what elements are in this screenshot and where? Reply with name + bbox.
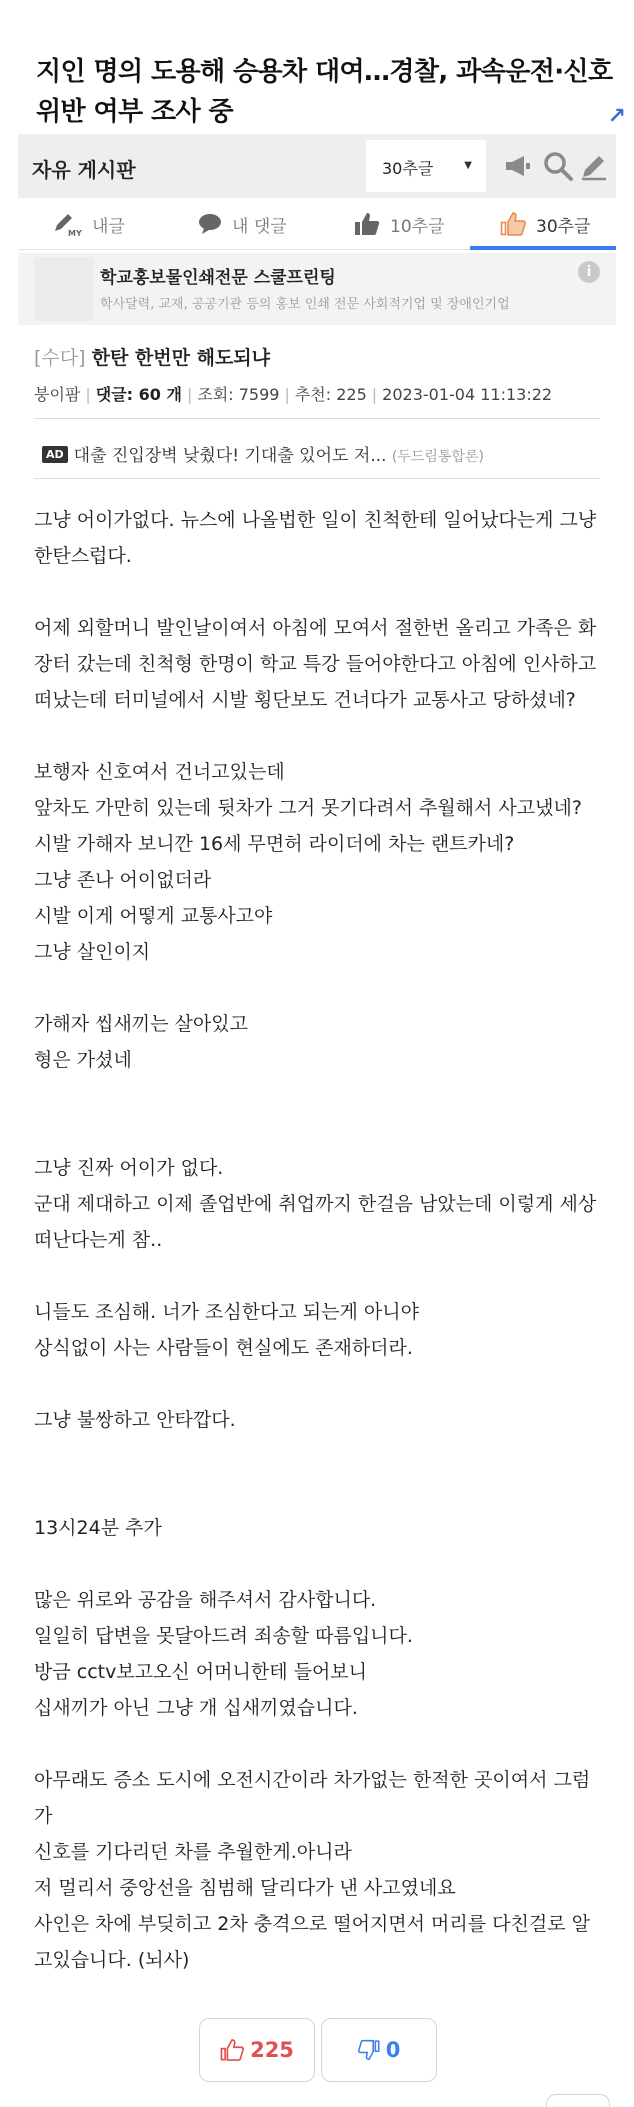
tab-my-comments[interactable] xyxy=(198,198,287,250)
body-line: 사인은 차에 부딪히고 2차 충격으로 떨어지면서 머리를 다친걸로 알 xyxy=(34,1913,590,1935)
body-line: 앞차도 가만히 있는데 뒷차가 그거 못기다려서 추월해서 사고냈네? xyxy=(34,797,582,819)
post-category: [수다] xyxy=(34,347,86,369)
paragraph xyxy=(34,1762,604,1978)
thumbs-up-icon xyxy=(220,2039,244,2061)
body-line: 그냥 어이가없다. 뉴스에 나올법한 일이 친척한테 일어났다는게 그냥 xyxy=(34,509,597,531)
megaphone-icon[interactable] xyxy=(502,150,534,182)
post-heading: 한탄 한번만 해도되냐 xyxy=(91,347,271,369)
paragraph xyxy=(34,610,604,718)
body-line: 일일히 답변을 못달아드려 죄송할 따름입니다. xyxy=(34,1625,413,1647)
comment-count[interactable]: 댓글: 60 개 xyxy=(95,385,182,404)
inline-ad[interactable] xyxy=(42,441,484,466)
board-title[interactable]: 자유 게시판 xyxy=(32,158,136,182)
body-line: 방금 cctv보고오신 어머니한테 들어보니 xyxy=(34,1661,368,1683)
svg-text:MY: MY xyxy=(68,229,82,237)
thumbs-down-icon xyxy=(358,2039,380,2061)
body-line: 저 멀리서 중앙선을 침범해 달리다가 낸 사고였네요 xyxy=(34,1877,456,1899)
body-line: 고있습니다. (뇌사) xyxy=(34,1949,190,1971)
tab-label: 내글 xyxy=(92,216,125,237)
body-line: 떠난다는게 참.. xyxy=(34,1229,163,1251)
ad-thumbnail xyxy=(34,257,94,321)
paragraph xyxy=(34,1402,604,1438)
sort-selected-value: 30추글 xyxy=(382,159,434,178)
body-line: 한탄스럽다. xyxy=(34,545,132,567)
board-tabs xyxy=(18,198,616,250)
paragraph xyxy=(34,1150,604,1258)
ad-description: 학사달력, 교재, 공공기관 등의 홍보 인쇄 전문 사회적기업 및 장애인기업 xyxy=(100,297,510,312)
body-line: 그냥 진짜 어이가 없다. xyxy=(34,1157,224,1179)
recommend-count: 추천: 225 xyxy=(294,385,367,404)
paragraph xyxy=(34,1294,604,1366)
body-line: 신호를 기다리던 차를 추월한게.아니라 xyxy=(34,1841,352,1863)
post-author[interactable]: 붕이팜 xyxy=(34,385,81,404)
downvote-button[interactable] xyxy=(321,2018,437,2082)
body-line: 떠났는데 터미널에서 시발 횡단보도 건너다가 교통사고 당하셨네? xyxy=(34,689,576,711)
post-datetime: 2023-01-04 11:13:22 xyxy=(382,385,553,404)
downvote-count: 0 xyxy=(385,2038,401,2062)
body-line: 시발 이게 어떻게 교통사고야 xyxy=(34,905,273,927)
post-body xyxy=(34,502,604,2014)
body-line: 어제 외할머니 발인날이여서 아침에 모여서 절한번 올리고 가족은 화 xyxy=(34,617,597,639)
active-tab-indicator xyxy=(470,246,616,250)
divider xyxy=(34,418,600,419)
tab-label: 내 댓글 xyxy=(232,216,287,237)
view-count: 조회: 7599 xyxy=(197,385,280,404)
body-line: 니들도 조심해. 너가 조심한다고 되는게 아니야 xyxy=(34,1301,419,1323)
body-line: 그냥 불쌍하고 안타깝다. xyxy=(34,1409,236,1431)
divider xyxy=(34,478,600,479)
paragraph xyxy=(34,1510,604,1546)
ad-badge: AD xyxy=(42,446,68,463)
pencil-icon[interactable] xyxy=(578,150,610,182)
pencil-my-icon xyxy=(52,211,82,237)
floating-button[interactable] xyxy=(546,2094,610,2107)
body-line: 상식없이 사는 사람들이 현실에도 존재하더라. xyxy=(34,1337,413,1359)
tab-label: 10추글 xyxy=(390,216,445,237)
ad-title: 학교홍보물인쇄전문 스쿨프린팅 xyxy=(100,268,336,288)
post-title xyxy=(34,343,270,370)
corner-arrow-icon: ↗ xyxy=(607,104,626,129)
ad-banner[interactable] xyxy=(18,253,616,325)
inline-ad-text: 대출 진입장벽 낮췄다! 기대출 있어도 저... xyxy=(73,446,387,466)
paragraph xyxy=(34,502,604,574)
upvote-count: 225 xyxy=(250,2038,294,2062)
body-line: 보행자 신호여서 건너고있는데 xyxy=(34,761,285,783)
tab-30-recommend[interactable] xyxy=(500,198,590,250)
thumbs-up-outline-icon xyxy=(500,212,526,236)
body-line: 가 xyxy=(34,1805,53,1827)
info-icon[interactable]: i xyxy=(578,261,600,283)
headline-area xyxy=(0,0,634,128)
upvote-button[interactable] xyxy=(199,2018,315,2082)
thumbs-up-icon xyxy=(354,212,380,236)
paragraph xyxy=(34,1006,604,1078)
post-meta: 붕이팜 | 댓글: 60 개 | 조회: 7599 | 추천: 225 | 2023-01-04 11:13:22 xyxy=(34,385,553,404)
speech-bubble-icon xyxy=(198,213,222,235)
paragraph xyxy=(34,754,604,970)
body-line: 장터 갔는데 친척형 한명이 학교 특강 들어야한다고 아침에 인사하고 xyxy=(34,653,597,675)
body-line: 그냥 살인이지 xyxy=(34,941,151,963)
board-header-bar xyxy=(18,134,616,198)
sort-select[interactable] xyxy=(366,140,486,192)
tab-10-recommend[interactable] xyxy=(354,198,444,250)
body-line: 십새끼가 아닌 그냥 개 십새끼였습니다. xyxy=(34,1697,358,1719)
body-line: 많은 위로와 공감을 해주셔서 감사합니다. xyxy=(34,1589,377,1611)
body-line: 형은 가셨네 xyxy=(34,1049,132,1071)
body-line: 시발 가해자 보니깐 16세 무면허 라이더에 차는 랜트카네? xyxy=(34,833,515,855)
paragraph xyxy=(34,1582,604,1726)
body-line: 군대 제대하고 이제 졸업반에 취업까지 한걸음 남았는데 이렇게 세상 xyxy=(34,1193,597,1215)
inline-ad-source: (두드림통합론) xyxy=(391,449,484,465)
body-line: 13시24분 추가 xyxy=(34,1517,162,1539)
caret-down-icon: ▼ xyxy=(464,160,472,171)
body-line: 그냥 존나 어이없더라 xyxy=(34,869,212,891)
body-line: 아무래도 증소 도시에 오전시간이라 차가없는 한적한 곳이여서 그럼 xyxy=(34,1769,591,1791)
tab-my-posts[interactable] xyxy=(52,198,125,250)
body-line: 가해자 씹새끼는 살아있고 xyxy=(34,1013,248,1035)
news-headline[interactable]: 지인 명의 도용해 승용차 대여…경찰, 과속운전·신호위반 여부 조사 중 xyxy=(36,57,613,127)
tab-label: 30추글 xyxy=(536,216,591,237)
search-icon[interactable] xyxy=(542,150,574,182)
